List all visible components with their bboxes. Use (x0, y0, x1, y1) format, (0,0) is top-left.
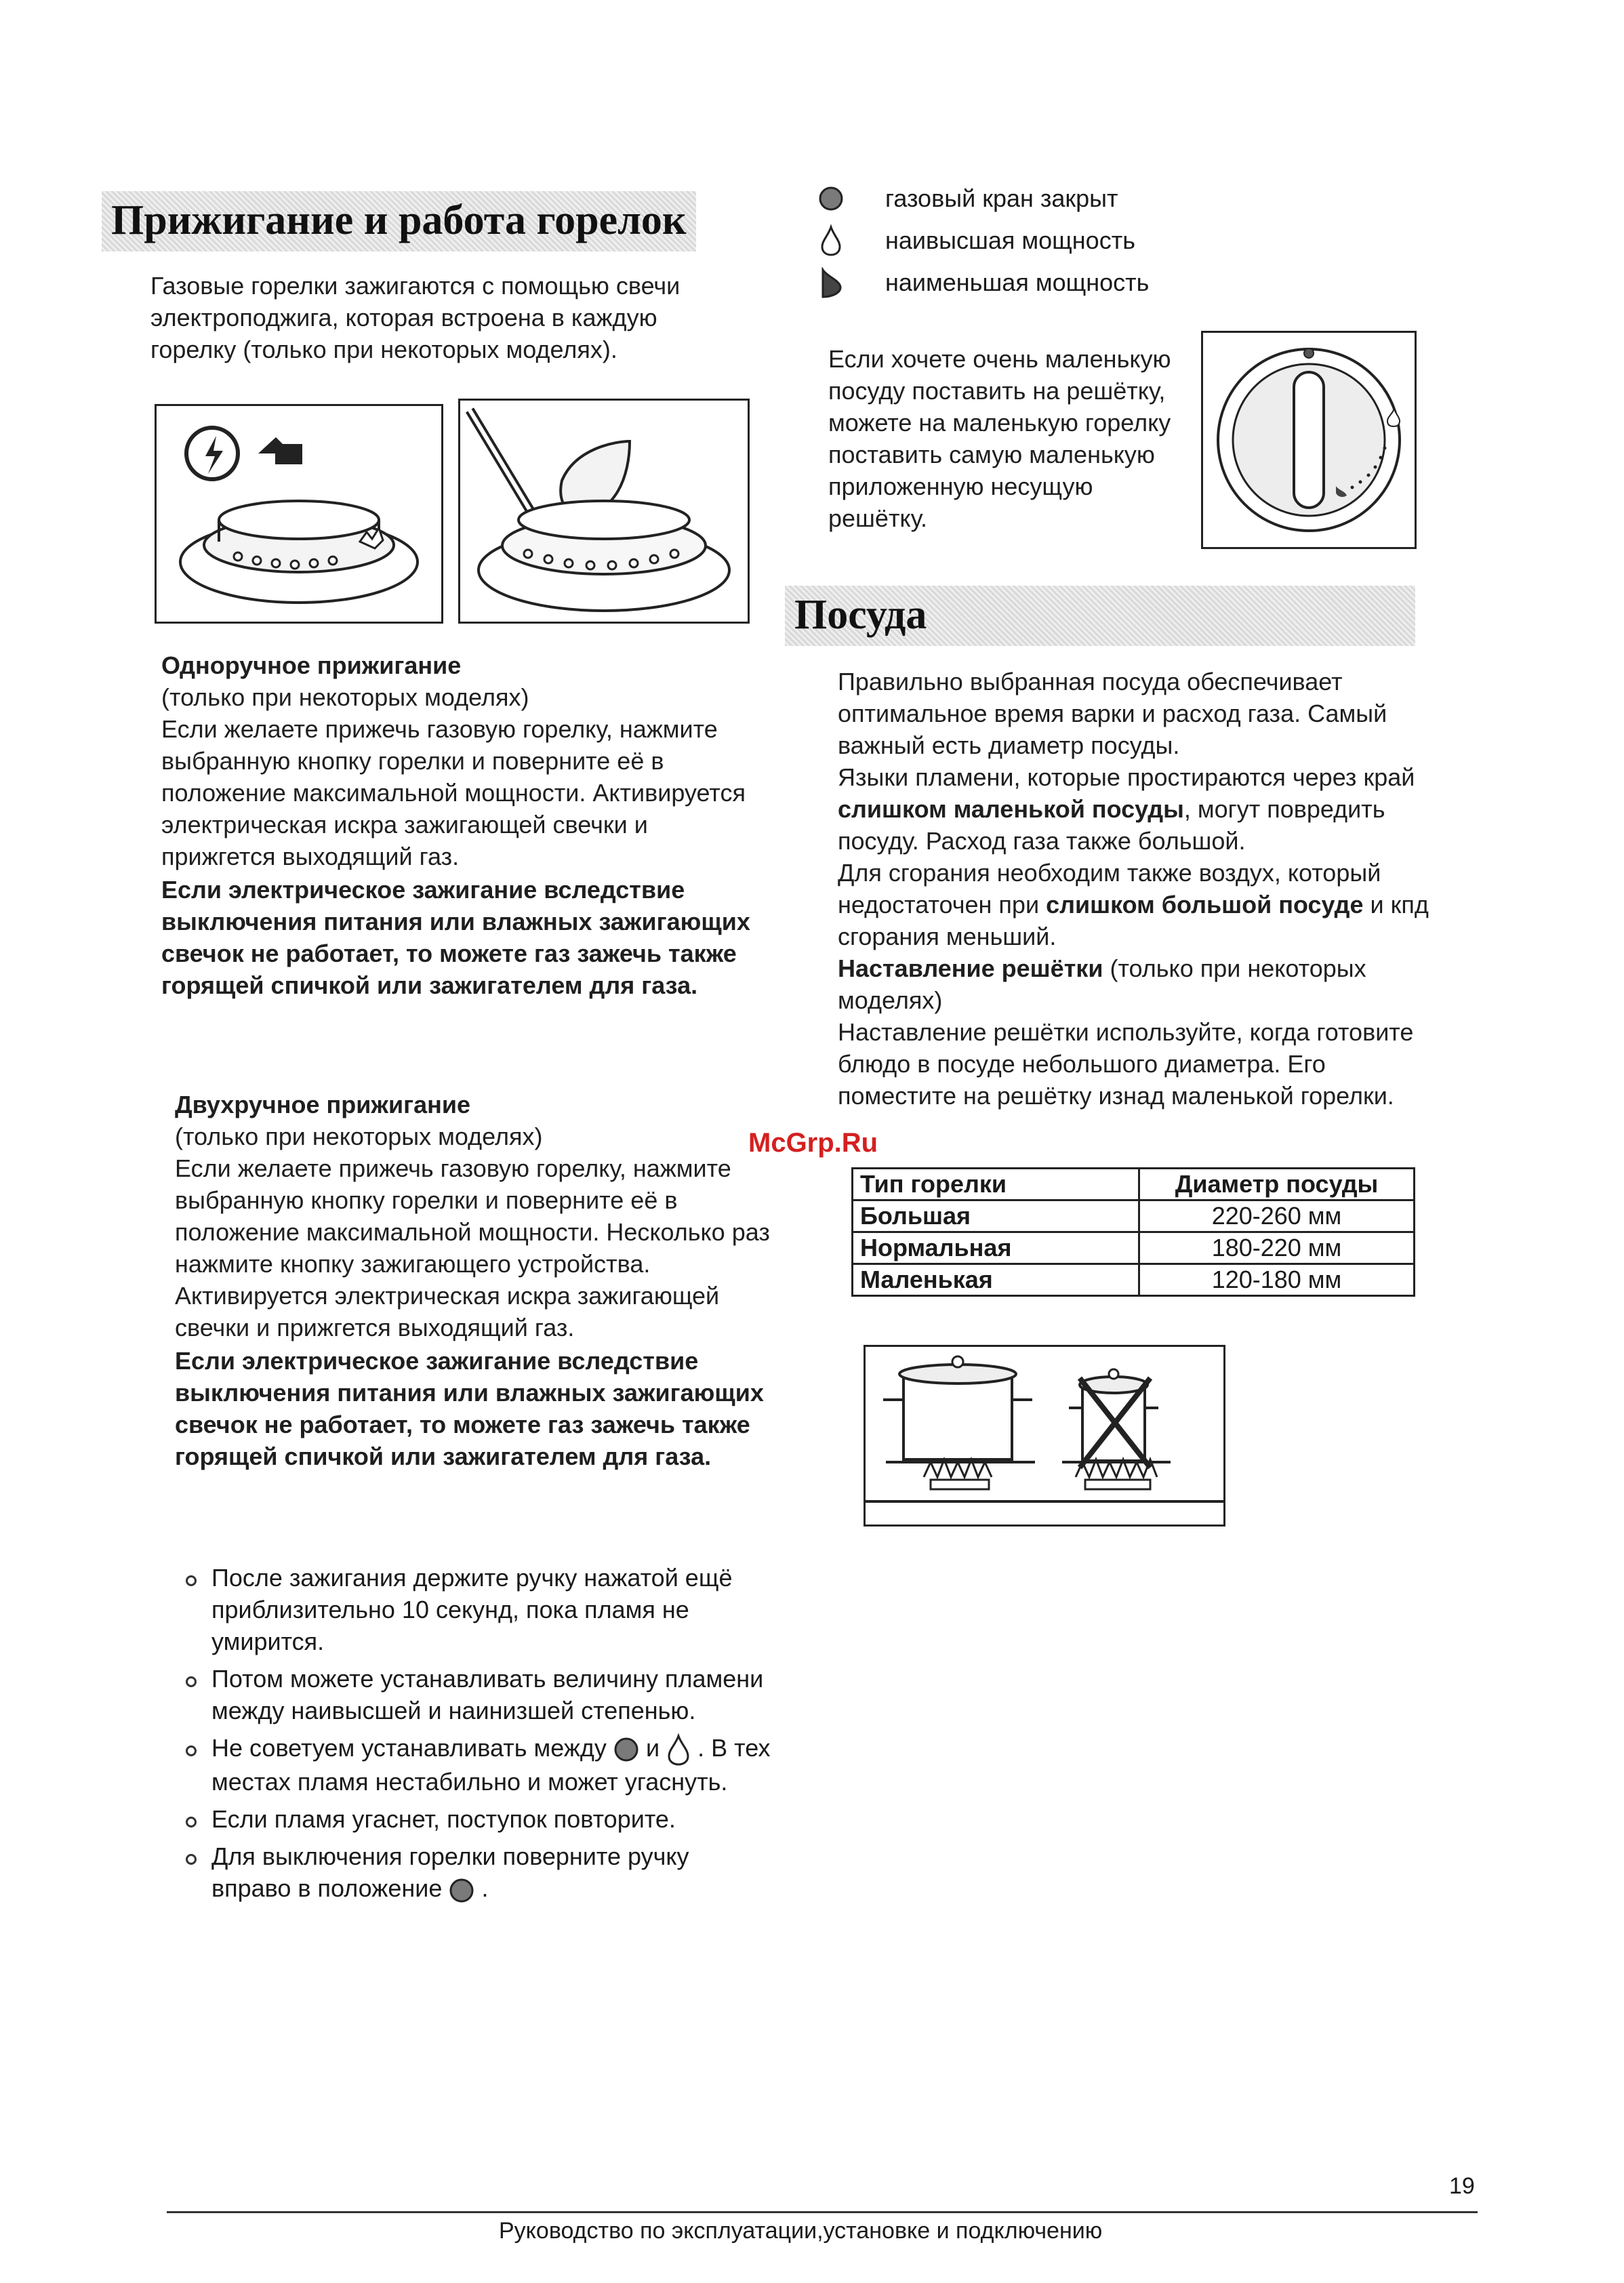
cookware-paragraph-3: Для сгорания необходим также воздух, который недостаточен при слишком большой посуде и кпд сгорания меньший. (838, 859, 1429, 950)
two-hand-warning: Если электрическое зажигание вследствие выключения питания или влажных зажигающих свечок не работает, то можете газ зажечь также горящей спичкой или зажигателем для газа. (175, 1347, 764, 1470)
one-hand-warning: Если электрическое зажигание вследствие выключения питания или влажных зажигающих свечок не работает, то можете газ зажечь также горящей спичкой или зажигателем для газа. (161, 876, 750, 999)
min-flame-icon (817, 267, 845, 298)
closed-icon (449, 1878, 474, 1903)
cookware-paragraph-2: Языки пламени, которые простираются через край слишком маленькой посуды, могут повредить посуду. Расход газа также большой. (838, 763, 1415, 855)
bullet-icon (186, 1676, 197, 1687)
two-hand-models: (только при некоторых моделях) (175, 1123, 543, 1150)
list-item-text: Для выключения горелки поверните ручку вправо в положение (211, 1842, 689, 1903)
list-item-text: . (481, 1874, 489, 1903)
small-pot-note: Если хочете очень маленькую посуду поставить на решётку, можете на маленькую горелку поставить самую маленькую приложенную несущую решётку. (828, 345, 1171, 532)
max-flame-icon (666, 1733, 691, 1766)
two-hand-text: Если желаете прижечь газовую горелку, нажмите выбранную кнопку горелки и поверните её в положение максимальной мощности. Несколько раз нажмите кнопку зажигающего устройства. Активируется электрическая искра зажигающей свечки и прижгется выходящий газ. (175, 1154, 770, 1341)
table-cell: 220-260 мм (1139, 1200, 1415, 1232)
table-cell: Большая (853, 1200, 1139, 1232)
spark-burner-illustration (157, 406, 441, 622)
list-item (182, 1840, 771, 1904)
one-hand-text: Если желаете прижечь газовую горелку, нажмите выбранную кнопку горелки и поверните её в положение максимальной мощности. Активируется электрическая искра зажигающей свечки и прижгется выходящий газ. (161, 715, 746, 870)
grid-paragraph: Наставление решётки (только при некоторых моделях) (838, 954, 1366, 1014)
legend-row (811, 262, 1299, 304)
watermark: McGrp.Ru (748, 1128, 878, 1158)
table-header-row (853, 1169, 1415, 1200)
section-title-cookware: Посуда (785, 586, 1415, 646)
table-cell: Маленькая (853, 1264, 1139, 1296)
knob-legend (811, 178, 1299, 304)
ignition-tips-list (182, 1562, 771, 1910)
two-hand-ignition-section (175, 1089, 771, 1472)
control-knob-illustration (1203, 333, 1415, 547)
one-hand-ignition-section (161, 649, 758, 1001)
legend-label: газовый кран закрыт (885, 184, 1118, 212)
cookware-section (838, 666, 1434, 1112)
section-title-ignition: Прижигание и работа горелок (102, 191, 696, 251)
list-item (182, 1732, 771, 1798)
table-row (853, 1232, 1415, 1264)
table-row (853, 1200, 1415, 1232)
list-item (182, 1562, 771, 1657)
max-flame-icon (819, 224, 843, 257)
list-item-text: Если пламя угаснет, поступок повторите. (211, 1805, 676, 1834)
list-item-text: и (645, 1734, 660, 1762)
match-burner-illustration (460, 401, 748, 622)
one-hand-models: (только при некоторых моделях) (161, 683, 529, 711)
table-cell: 180-220 мм (1139, 1232, 1415, 1264)
burner-diameter-table (851, 1167, 1415, 1297)
ignition-spark-figure (155, 404, 443, 624)
one-hand-title: Одноручное прижигание (161, 651, 462, 679)
list-item (182, 1803, 771, 1835)
list-item (182, 1663, 771, 1726)
footer-text: Руководство по эксплуатации,установке и подключению (499, 2218, 1103, 2244)
page-number: 19 (1449, 2173, 1475, 2199)
bullet-icon (186, 1854, 197, 1865)
table-row (853, 1264, 1415, 1296)
legend-row (811, 220, 1299, 262)
table-cell: 120-180 мм (1139, 1264, 1415, 1296)
bullet-icon (186, 1745, 197, 1756)
grid-text: Наставление решётки используйте, когда готовите блюдо в посуде небольшого диаметра. Его поместите на решётку изнад маленькой горелки. (838, 1018, 1414, 1110)
footer-rule (167, 2211, 1478, 2213)
legend-label: наивысшая мощность (885, 226, 1135, 254)
closed-icon (613, 1737, 639, 1762)
list-item-text: Потом можете устанавливать величину пламени между наивысшей и наинизшей степенью. (211, 1665, 764, 1724)
closed-icon (817, 185, 845, 212)
legend-row (811, 178, 1299, 220)
intro-paragraph: Газовые горелки зажигаются с помощью свечи электроподжига, которая встроена в каждую горелку (только при некоторых моделях). (150, 272, 681, 363)
list-item-text: После зажигания держите ручку нажатой ещё приблизительно 10 секунд, пока пламя не умирится. (211, 1564, 733, 1655)
knob-figure (1201, 331, 1417, 549)
pot-comparison-illustration (866, 1347, 1223, 1524)
table-header: Диаметр посуды (1139, 1169, 1415, 1200)
ignition-match-figure (458, 399, 750, 624)
table-cell: Нормальная (853, 1232, 1139, 1264)
legend-label: наименьшая мощность (885, 268, 1150, 296)
cookware-paragraph-1: Правильно выбранная посуда обеспечивает оптимальное время варки и расход газа. Самый важный есть диаметр посуды. (838, 668, 1387, 759)
pot-size-figure (864, 1345, 1225, 1527)
two-hand-title: Двухручное прижигание (175, 1091, 470, 1118)
bullet-icon (186, 1817, 197, 1827)
list-item-text: . В тех местах пламя нестабильно и может угаснуть. (211, 1734, 771, 1796)
list-item-text: Не советуем устанавливать между (211, 1734, 607, 1762)
table-header: Тип горелки (853, 1169, 1139, 1200)
bullet-icon (186, 1575, 197, 1586)
